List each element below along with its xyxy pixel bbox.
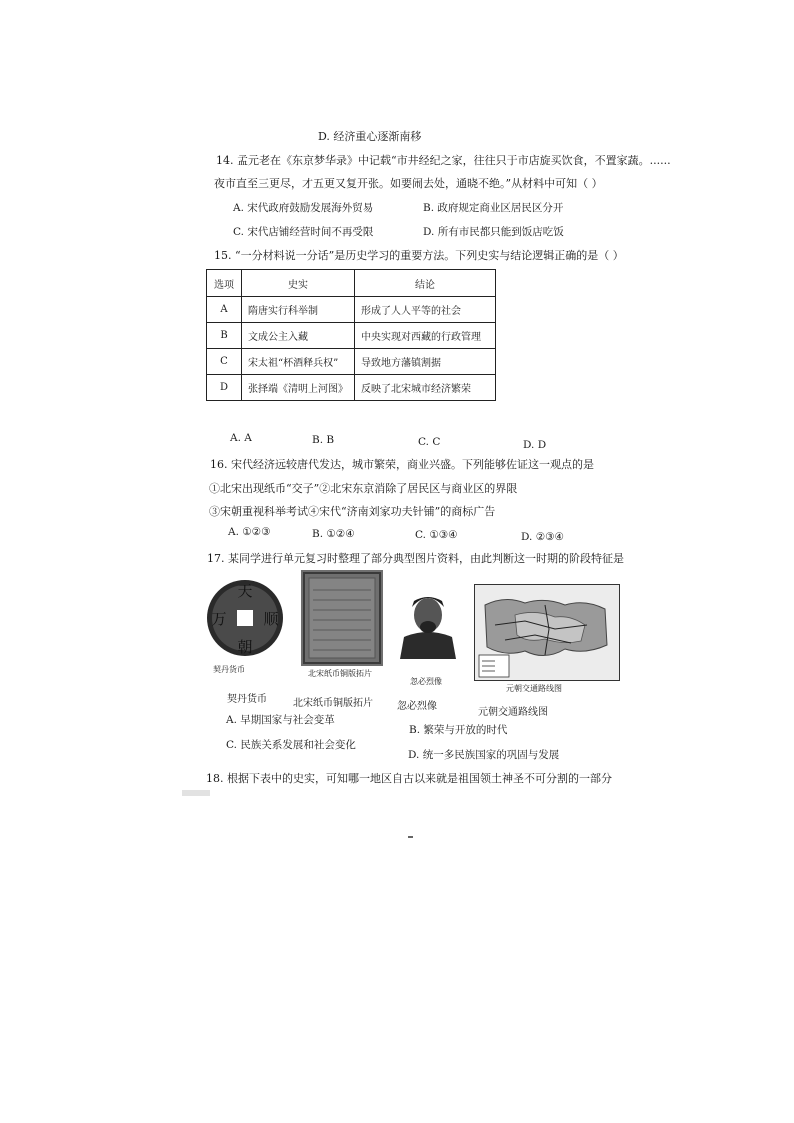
q14-option-b: B. 政府规定商业区居民区分开 <box>423 202 564 214</box>
q18-stem: 18. 根据下表中的史实，可知哪一地区自古以来就是祖国领土神圣不可分割的一部分 <box>206 772 612 785</box>
q14-option-c: C. 宋代店铺经营时间不再受限 <box>233 226 374 238</box>
q16-items-line2: ③宋朝重视科举考试④宋代“济南刘家功夫针铺”的商标广告 <box>209 505 496 518</box>
table-row <box>207 375 496 401</box>
map-caption: 元朝交通路线图 <box>506 684 562 693</box>
table-cell: 隋唐实行科举制 <box>242 297 355 323</box>
table-cell: 反映了北宋城市经济繁荣 <box>355 375 496 401</box>
table-cell: 导致地方藩镇割据 <box>355 349 496 375</box>
coin-char-bottom: 朝 <box>237 638 253 656</box>
label-yuan-route-map: 元朝交通路线图 <box>478 707 548 718</box>
table-cell: A <box>207 297 242 323</box>
q16-option-a: A. ①②③ <box>228 526 271 538</box>
q16-items-line1: ①北宋出现纸币“交子”②北宋东京消除了居民区与商业区的界限 <box>209 482 518 495</box>
table-row <box>207 349 496 375</box>
table-cell: 文成公主入藏 <box>242 323 355 349</box>
q14-stem-line2: 夜市直至三更尽，才五更又复开张。如要闹去处，通晓不绝。”从材料中可知（ ） <box>214 177 603 190</box>
scan-smudge <box>182 790 210 796</box>
khitan-coin-image <box>203 574 287 662</box>
q15-option-d: D. D <box>523 439 547 451</box>
q16-option-c: C. ①③④ <box>415 529 458 541</box>
scan-dot <box>408 836 413 838</box>
yuan-route-map-image <box>474 584 620 681</box>
table-header: 结论 <box>355 270 496 297</box>
label-khitan-coin: 契丹货币 <box>227 694 267 705</box>
label-banknote-rubbing: 北宋纸币铜版拓片 <box>293 698 373 709</box>
q13-option-d: D. 经济重心逐渐南移 <box>318 130 422 143</box>
q15-option-a: A. A <box>230 432 252 444</box>
kublai-portrait-image <box>398 589 458 659</box>
banknote-caption: 北宋纸币铜版拓片 <box>308 669 372 678</box>
q15-option-c: C. C <box>418 436 441 448</box>
table-header: 选项 <box>207 270 242 297</box>
label-kublai-portrait: 忽必烈像 <box>397 701 437 712</box>
table-header-row <box>207 270 496 297</box>
q16-stem: 16. 宋代经济远较唐代发达，城市繁荣，商业兴盛。下列能够佐证这一观点的是 <box>210 458 594 471</box>
coin-caption: 契丹货币 <box>213 665 245 674</box>
table-row <box>207 297 496 323</box>
coin-char-right: 顺 <box>263 610 279 628</box>
banknote-rubbing-image <box>301 570 383 666</box>
q15-stem: 15. “一分材料说一分话”是历史学习的重要方法。下列史实与结论逻辑正确的是（ ） <box>214 249 624 262</box>
q15-option-b: B. B <box>312 434 335 446</box>
kublai-caption: 忽必烈像 <box>410 677 442 686</box>
q17-option-d: D. 统一多民族国家的巩固与发展 <box>408 749 560 761</box>
table-cell: 中央实现对西藏的行政管理 <box>355 323 496 349</box>
q16-option-d: D. ②③④ <box>521 531 564 543</box>
coin-char-left: 万 <box>211 610 227 628</box>
table-cell: 宋太祖“杯酒释兵权” <box>242 349 355 375</box>
q17-option-c: C. 民族关系发展和社会变化 <box>226 739 356 751</box>
q16-option-b: B. ①②④ <box>312 528 355 540</box>
q14-option-d: D. 所有市民都只能到饭店吃饭 <box>423 226 564 238</box>
q14-stem-line1: 14. 孟元老在《东京梦华录》中记载“市井经纪之家，往往只于市店旋买饮食，不置家蔬。...... <box>216 154 671 167</box>
table-row <box>207 323 496 349</box>
table-cell: D <box>207 375 242 401</box>
table-cell: B <box>207 323 242 349</box>
table-cell: 张择端《清明上河图》 <box>242 375 355 401</box>
table-cell: 形成了人人平等的社会 <box>355 297 496 323</box>
q17-option-b: B. 繁荣与开放的时代 <box>409 724 508 736</box>
table-header: 史实 <box>242 270 355 297</box>
q15-table <box>206 269 496 401</box>
q17-stem: 17. 某同学进行单元复习时整理了部分典型图片资料，由此判断这一时期的阶段特征是 <box>207 552 624 565</box>
q14-option-a: A. 宋代政府鼓励发展海外贸易 <box>233 202 374 214</box>
coin-char-top: 天 <box>237 582 253 600</box>
q17-option-a: A. 早期国家与社会变革 <box>226 714 335 726</box>
table-cell: C <box>207 349 242 375</box>
